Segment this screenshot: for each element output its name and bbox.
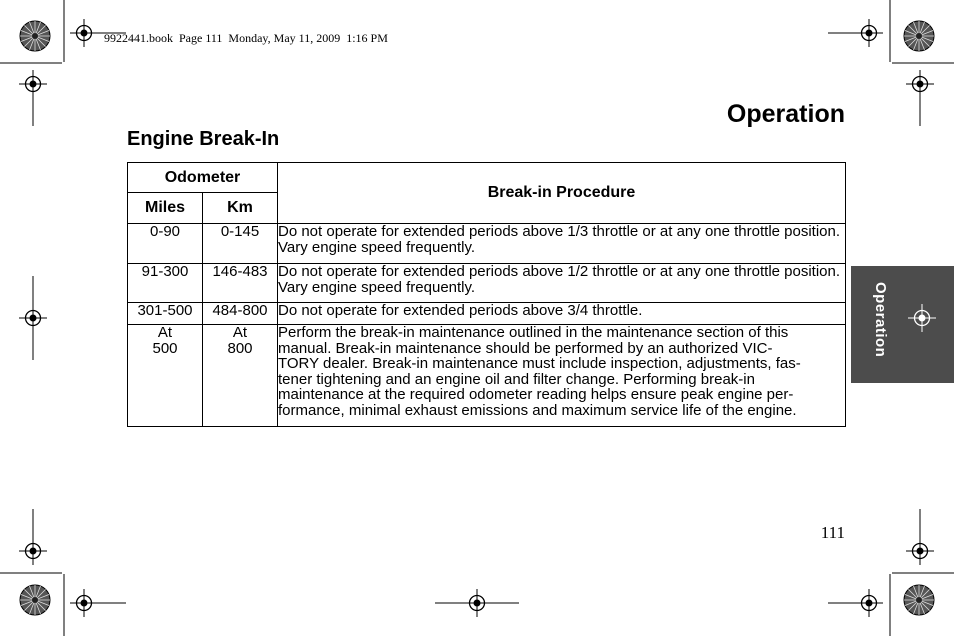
miles-cell: 0-90 — [128, 224, 203, 264]
table-header-row — [128, 163, 846, 193]
procedure-line: TORY dealer. Break-in maintenance must include inspection, adjustments, fas- — [278, 355, 801, 373]
procedure-cell — [278, 325, 846, 427]
miles-line: 500 — [152, 339, 178, 357]
miles-cell: 301-500 — [128, 303, 203, 325]
km-line: 800 — [227, 339, 253, 357]
page-heading: Engine Break-In — [127, 128, 280, 150]
odometer-header: Odometer — [128, 163, 278, 193]
miles-cell — [128, 325, 203, 427]
km-cell: 0-145 — [203, 224, 278, 264]
page-number: 111 — [820, 523, 845, 542]
km-line: At — [232, 324, 248, 341]
miles-header: Miles — [128, 193, 203, 224]
km-cell — [203, 325, 278, 427]
procedure-line: tener tightening and an engine oil and filter change. Performing break-in — [278, 370, 755, 388]
table-row — [128, 264, 846, 303]
table-row — [128, 224, 846, 264]
side-tab-label: Operation — [872, 282, 889, 358]
section-title: Operation — [726, 100, 845, 128]
crosshair-icon — [907, 303, 937, 333]
miles-cell: 91-300 — [128, 264, 203, 303]
table-row — [128, 303, 846, 325]
break-in-table — [127, 162, 846, 427]
procedure-line: maintenance at the required odometer reading helps ensure peak engine per- — [278, 386, 794, 404]
table-row — [128, 325, 846, 427]
km-cell: 146-483 — [203, 264, 278, 303]
book-info-header: 9922441.book Page 111 Monday, May 11, 2009 1:16 PM — [104, 31, 388, 45]
km-header: Km — [203, 193, 278, 224]
procedure-header: Break-in Procedure — [278, 163, 846, 224]
procedure-cell: Do not operate for extended periods above 1/3 throttle or at any one throttle position. Vary engine speed frequently. — [278, 224, 846, 264]
procedure-line: manual. Break-in maintenance should be performed by an authorized VIC- — [278, 339, 773, 357]
procedure-cell: Do not operate for extended periods above 3/4 throttle. — [278, 303, 846, 325]
km-cell: 484-800 — [203, 303, 278, 325]
procedure-line: formance, minimal exhaust emissions and maximum service life of the engine. — [278, 401, 797, 419]
miles-line: At — [157, 324, 173, 341]
procedure-line: Perform the break-in maintenance outlined in the maintenance section of this — [278, 324, 789, 341]
side-tab — [851, 266, 954, 383]
procedure-cell: Do not operate for extended periods above 1/2 throttle or at any one throttle position. Vary engine speed frequently. — [278, 264, 846, 303]
